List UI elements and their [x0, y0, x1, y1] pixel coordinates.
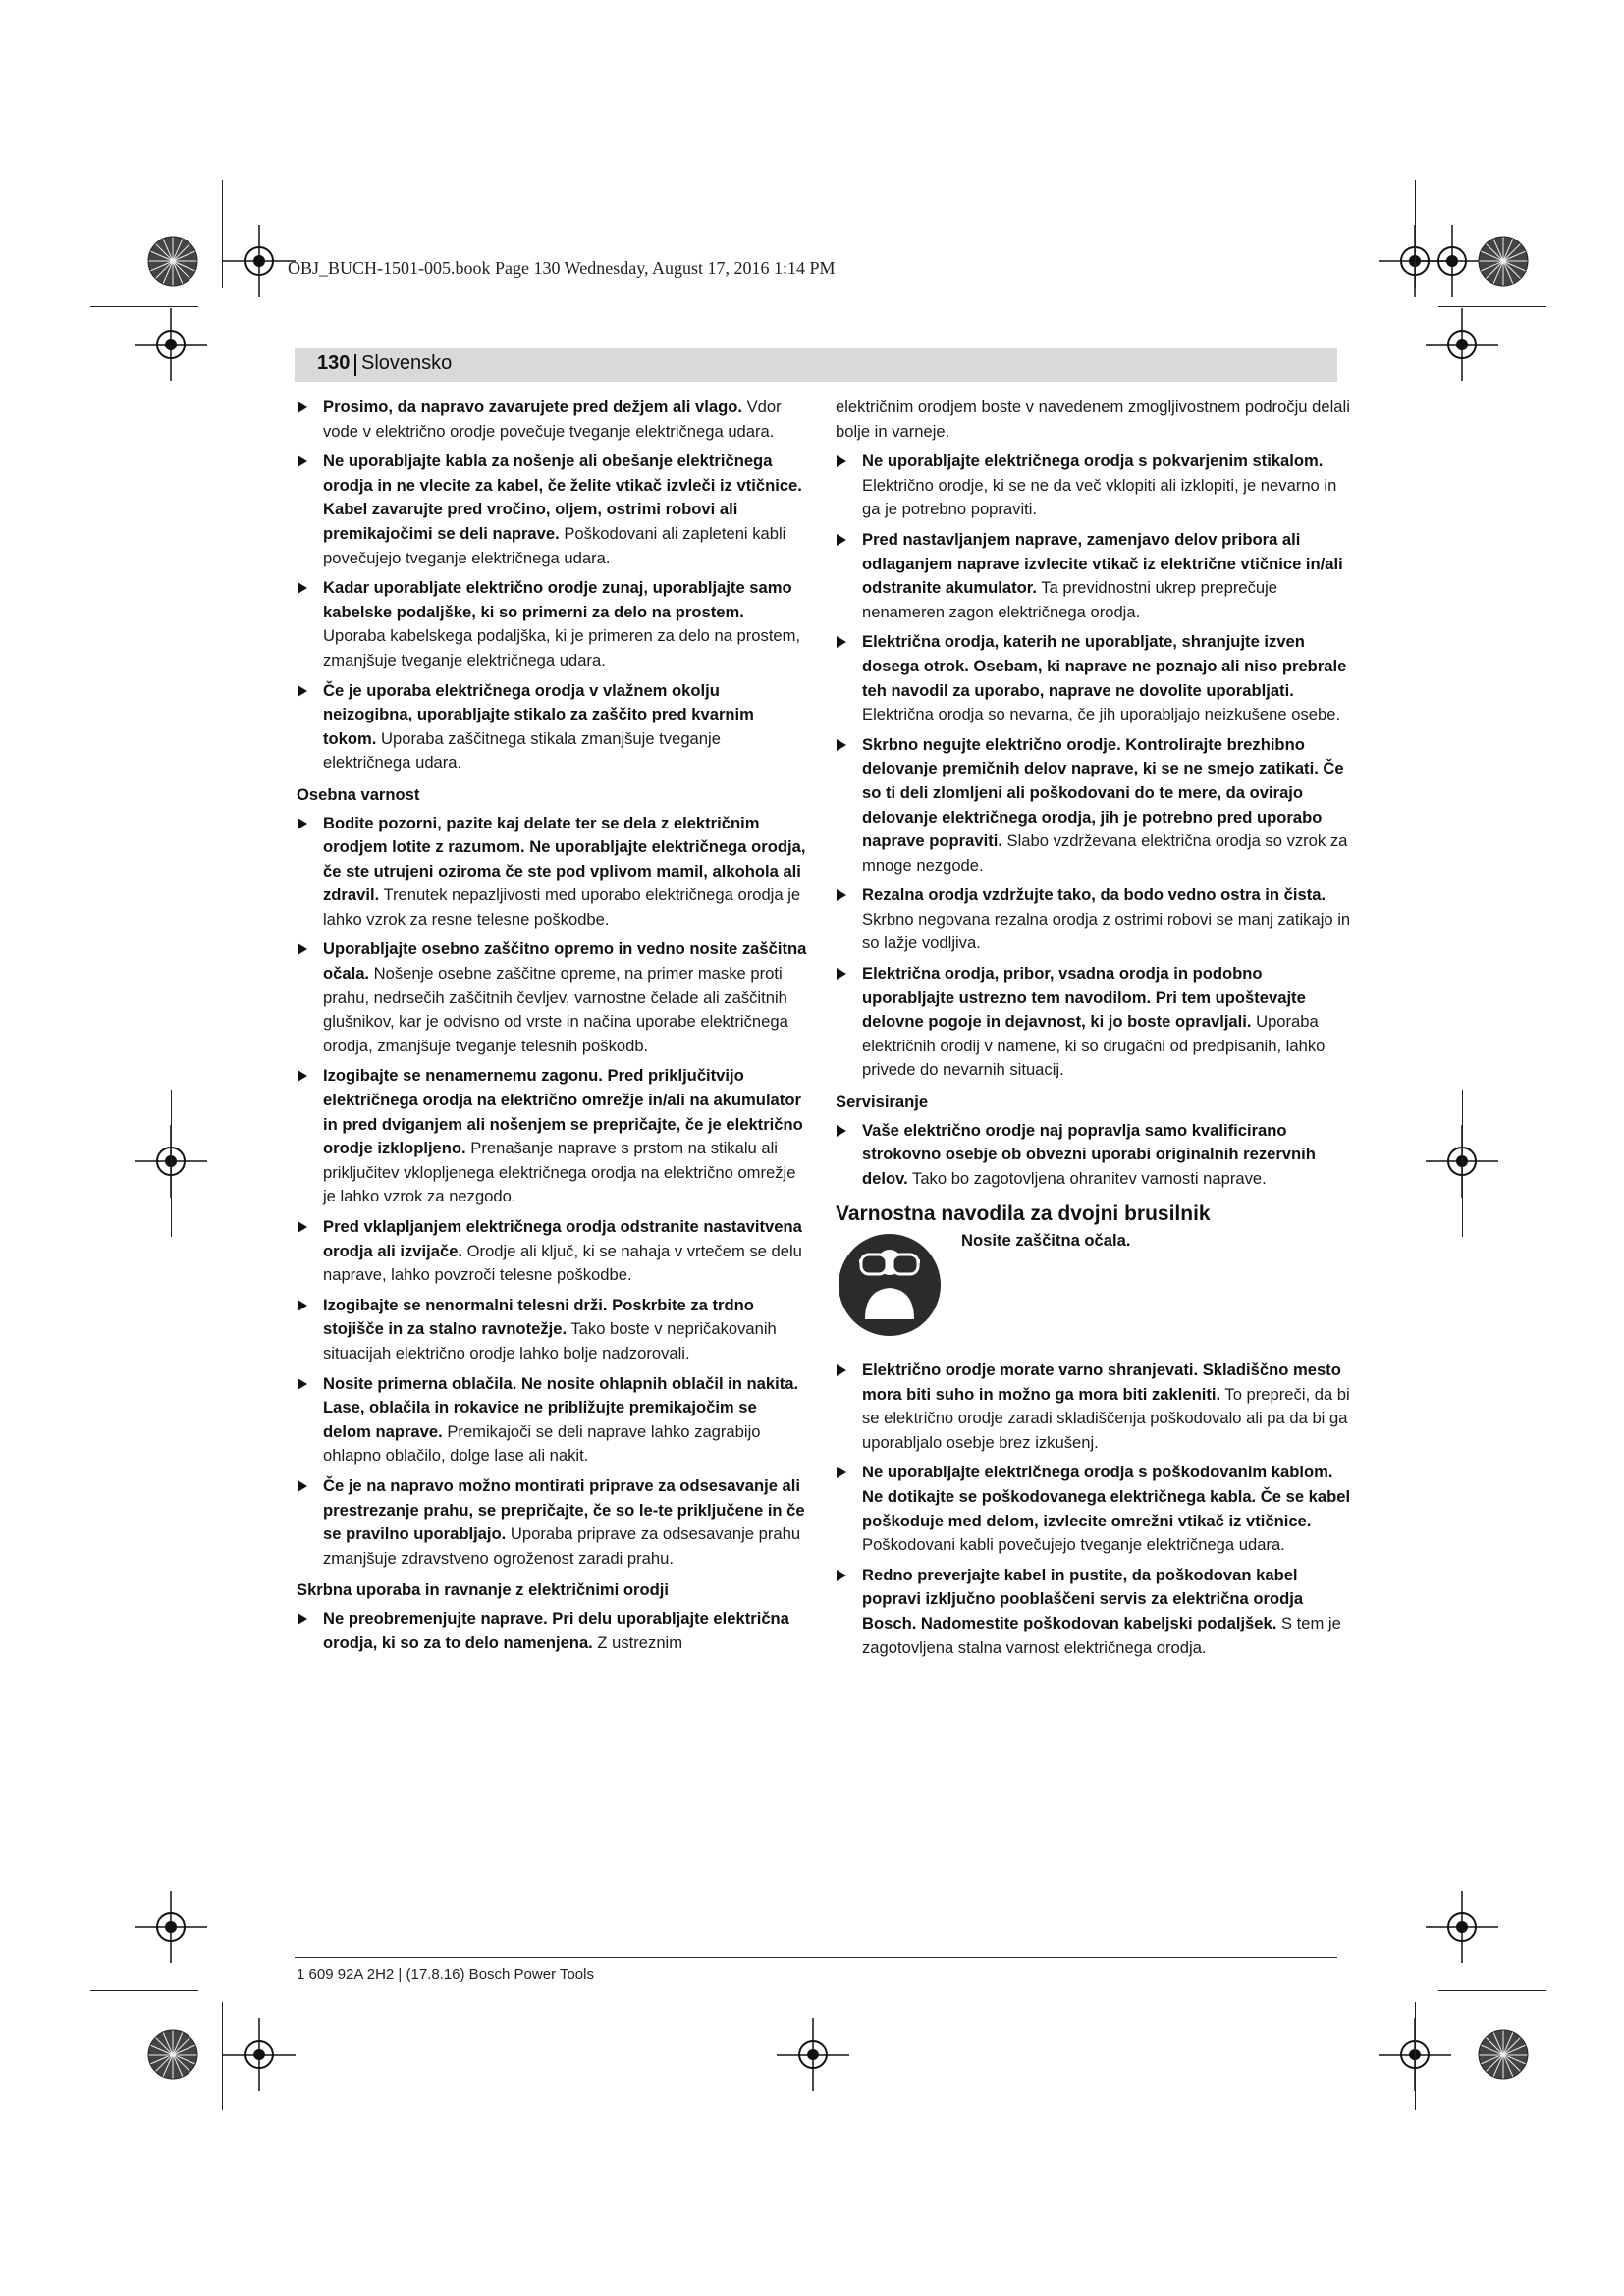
list-item	[297, 1372, 807, 1468]
bullet-triangle-icon	[298, 401, 307, 413]
list-item	[297, 679, 807, 775]
footer-rule	[295, 1957, 1337, 1958]
item-text: Uporaba kabelskega podaljška, ki je primeren za delo na prostem, zmanjšuje tveganje električnega udara.	[323, 626, 801, 669]
goggle-label: Nosite zaščitna očala.	[961, 1231, 1131, 1250]
bullet-triangle-icon	[298, 818, 307, 829]
list-item	[297, 1064, 807, 1209]
item-bold: Bodite pozorni, pazite kaj delate ter se dela z električnim orodjem lotite z razumom. Ne uporabljajte električnega orodja, če ste utrujeni oziroma če ste pod vplivom mamil, alkohola ali zdravil.	[323, 813, 806, 905]
bullet-triangle-icon	[298, 1070, 307, 1082]
list-item	[836, 1359, 1352, 1455]
safety-goggles-icon	[838, 1233, 942, 1337]
bullet-triangle-icon	[298, 1221, 307, 1233]
item-bold: Nosite primerna oblačila. Ne nosite ohlapnih oblačil in nakita. Lase, oblačila in rokavice ne približujte premikajočim se delom naprave.	[323, 1373, 799, 1441]
bullet-triangle-icon	[298, 1480, 307, 1492]
page-language: Slovensko	[361, 352, 453, 374]
item-bold: Vaše električno orodje naj popravlja samo kvalificirano strokovno osebje ob obvezni uporabi originalnih rezervnih delov.	[862, 1120, 1316, 1188]
bullet-triangle-icon	[837, 889, 846, 901]
item-bold: Ne uporabljajte kabla za nošenje ali obešanje električnega orodja in ne vlecite za kabel, če želite vtikač izvleči iz vtičnice. Kabel zavarujte pred vročino, oljem, ostrimi robovi ali premikajočimi se deli naprave.	[323, 452, 802, 543]
bullet-triangle-icon	[298, 943, 307, 955]
item-text: S tem je zagotovljena stalna varnost električnega orodja.	[862, 1613, 1341, 1657]
file-info: OBJ_BUCH-1501-005.book Page 130 Wednesday, August 17, 2016 1:14 PM	[288, 258, 836, 278]
item-bold: Ne preobremenjujte naprave. Pri delu uporabljajte električna orodja, ki so za to delo namenjena.	[323, 1608, 789, 1652]
list-item	[836, 962, 1352, 1083]
list-item	[836, 450, 1352, 522]
registration-mark-icon	[223, 2018, 296, 2091]
section-title: Varnostna navodila za dvojni brusilnik	[836, 1202, 1211, 1226]
item-bold: Ne uporabljajte električnega orodja s pokvarjenim stikalom.	[862, 452, 1324, 471]
item-bold: Izogibajte se nenormalni telesni drži. Poskrbite za trdno stojišče in za stalno ravnotežje.	[323, 1295, 754, 1339]
item-text: Električna orodja so nevarna, če jih uporabljajo neizkušene osebe.	[862, 705, 1341, 724]
bullet-triangle-icon	[298, 685, 307, 697]
item-text: Orodje ali ključ, ki se nahaja v vrtečem se delu naprave, lahko povzroči telesne poškodbe.	[323, 1241, 802, 1285]
item-text: Nošenje osebne zaščitne opreme, na primer maske proti prahu, nedrsečih zaščitnih čevljev, varnostne čelade ali zaščitnih glušnikov, kar je odvisno od vrste in načina uporabe električnega orodja, zmanjšuje tveganje telesnih poškodb.	[323, 964, 788, 1055]
list-item	[297, 1474, 807, 1571]
bullet-triangle-icon	[837, 968, 846, 980]
list-item	[297, 1215, 807, 1288]
color-bar-wheel-icon	[1467, 225, 1540, 297]
item-bold: Električna orodja, pribor, vsadna orodja in podobno uporabljajte ustrezno tem navodilom. Pri tem upoštevajte delovne pogoje in dejavnost, ki jo boste opravljali.	[862, 964, 1306, 1032]
item-text: Uporaba priprave za odsesavanje prahu zmanjšuje zdravstveno ogroženost zaradi prahu.	[323, 1524, 801, 1568]
item-text: Z ustreznim	[592, 1632, 683, 1652]
item-text: Poškodovani ali zapleteni kabli povečujejo tveganje električnega udara.	[323, 523, 786, 567]
list-item	[836, 1564, 1352, 1660]
list-item	[836, 733, 1352, 879]
bullet-triangle-icon	[298, 582, 307, 594]
list-item	[836, 1119, 1352, 1192]
item-text: Uporaba zaščitnega stikala zmanjšuje tveganje električnega udara.	[323, 728, 721, 773]
continuation-paragraph: električnim orodjem boste v navedenem zmogljivostnem področju delali bolje in varneje.	[836, 398, 1350, 441]
goggle-notice	[836, 1229, 1352, 1345]
registration-mark-icon	[135, 1891, 207, 1963]
bullet-triangle-icon	[837, 1467, 846, 1478]
item-text: Prenašanje naprave s prstom na stikalu ali priključitev vklopljenega električnega orodja na električno omrežje je lahko vzrok za nezgodo.	[323, 1139, 796, 1206]
list-item	[297, 812, 807, 933]
item-text: Tako bo zagotovljena ohranitev varnosti naprave.	[907, 1168, 1267, 1188]
item-text: Slabo vzdrževana električna orodja so vzrok za mnoge nezgode.	[862, 831, 1348, 875]
item-bold: Prosimo, da napravo zavarujete pred dežjem ali vlago.	[323, 398, 742, 416]
item-bold: Električno orodje morate varno shranjevati. Skladiščno mesto mora biti suho in možno ga mora biti zakleniti.	[862, 1361, 1341, 1404]
item-bold: Ne uporabljajte električnega orodja s poškodovanim kablom. Ne dotikajte se poškodovanega električnega kabla. Če se kabel poškoduje med delom, izvlecite omrežni vtikač iz vtičnice.	[862, 1463, 1351, 1530]
list-item	[836, 630, 1352, 726]
bullet-triangle-icon	[837, 1125, 846, 1137]
item-text: Ta previdnostni ukrep preprečuje nenameren zagon električnega orodja.	[862, 578, 1278, 621]
list-item	[297, 450, 807, 570]
item-bold: Če je na napravo možno montirati priprave za odsesavanje ali prestrezanje prahu, se prepričajte, če so le-te priključene in če se pravilno uporabljajo.	[323, 1475, 805, 1544]
subheading-servicing: Servisiranje	[836, 1093, 929, 1112]
registration-mark-icon	[1426, 308, 1498, 381]
item-bold: Pred vklapljanjem električnega orodja odstranite nastavitvena orodja ali izvijače.	[323, 1217, 802, 1260]
list-item	[297, 396, 807, 444]
list-item	[297, 937, 807, 1058]
registration-mark-icon	[1426, 1891, 1498, 1963]
item-text: Tako boste v nepričakovanih situacijah električno orodje lahko bolje nadzorovali.	[323, 1319, 777, 1362]
list-item	[297, 1294, 807, 1366]
registration-mark-icon	[135, 308, 207, 381]
bullet-triangle-icon	[837, 1364, 846, 1376]
subheading-careful-use: Skrbna uporaba in ravnanje z električnimi orodji	[297, 1580, 669, 1600]
item-bold: Redno preverjajte kabel in pustite, da poškodovan kabel popravi izključno pooblaščeni servis za električna orodja Bosch. Nadomestite poškodovan kabeljski podaljšek.	[862, 1565, 1304, 1632]
color-bar-wheel-icon	[136, 225, 209, 297]
item-bold: Kadar uporabljate električno orodje zunaj, uporabljajte samo kabelske podaljške, ki so primerni za delo na prostem.	[323, 578, 792, 621]
color-bar-wheel-icon	[136, 2018, 209, 2091]
color-bar-wheel-icon	[1467, 2018, 1540, 2091]
item-bold: Uporabljajte osebno zaščitno opremo in vedno nosite zaščitna očala.	[323, 939, 807, 984]
header-separator	[354, 354, 356, 376]
bullet-triangle-icon	[298, 455, 307, 467]
item-bold: Skrbno negujte električno orodje. Kontrolirajte brezhibno delovanje premičnih delov naprave, ki se ne smejo zatikati. Če so ti deli zlomljeni ali poškodovani do te mere, da ovirajo delovanje električnega orodja, jih je potrebno pred uporabo naprave popraviti.	[862, 734, 1344, 851]
item-text: Električno orodje, ki se ne da več vklopiti ali izklopiti, je nevarno in ga je potrebno popraviti.	[862, 475, 1337, 519]
bullet-triangle-icon	[837, 636, 846, 648]
list-item	[836, 528, 1352, 624]
item-bold: Pred nastavljanjem naprave, zamenjavo delov pribora ali odlaganjem naprave izvlecite vtikač iz električne vtičnice in/ali odstranite akumulator.	[862, 529, 1343, 598]
bullet-triangle-icon	[298, 1613, 307, 1625]
registration-mark-icon	[777, 2018, 849, 2091]
registration-mark-icon	[223, 225, 296, 297]
list-item	[836, 883, 1352, 956]
item-text: To prepreči, da bi se električno orodje zaradi skladiščenja poškodovalo ali pa da bi ga uporabljalo osebje brez izkušenj.	[862, 1384, 1350, 1452]
bullet-triangle-icon	[837, 1570, 846, 1581]
bullet-triangle-icon	[837, 739, 846, 751]
list-item	[297, 1607, 807, 1655]
list-item	[836, 1461, 1352, 1557]
page-number: 130	[317, 352, 351, 374]
bullet-triangle-icon	[298, 1378, 307, 1390]
item-text: Vdor vode v električno orodje povečuje tveganje električnega udara.	[323, 398, 782, 441]
item-bold: Električna orodja, katerih ne uporabljate, shranjujte izven dosega otrok. Osebam, ki naprave ne poznajo ali niso prebrale teh navodil za uporabo, naprave ne dovolite uporabljati.	[862, 632, 1347, 700]
item-text: Trenutek nepazljivosti med uporabo električnega orodja je lahko vzrok za resne telesne poškodbe.	[323, 885, 801, 929]
item-text: Poškodovani kabli povečujejo tveganje električnega udara.	[862, 1535, 1285, 1555]
item-text: Uporaba električnih orodij v namene, ki so drugačni od predpisanih, lahko privede do nevarnih situacij.	[862, 1012, 1326, 1080]
left-column	[297, 396, 807, 1661]
bullet-triangle-icon	[837, 455, 846, 467]
list-item	[297, 576, 807, 672]
item-bold: Izogibajte se nenamernemu zagonu. Pred priključitvijo električnega orodja na električno omrežje in/ali na akumulator in pred dviganjem ali nošenjem se prepričajte, če je električno orodje izklopljeno.	[323, 1066, 803, 1158]
right-column	[836, 396, 1352, 1666]
item-text: Skrbno negovana rezalna orodja z ostrimi robovi se manj zatikajo in so lažje vodljiva.	[862, 909, 1351, 953]
item-text: Premikajoči se deli naprave lahko zagrabijo ohlapno oblačilo, dolge lase ali nakit.	[323, 1421, 761, 1466]
item-bold: Rezalna orodja vzdržujte tako, da bodo vedno ostra in čista.	[862, 885, 1326, 905]
bullet-triangle-icon	[298, 1300, 307, 1311]
item-bold: Če je uporaba električnega orodja v vlažnem okolju neizogibna, uporabljajte stikalo za zaščito pred kvarnim tokom.	[323, 680, 754, 748]
bullet-triangle-icon	[837, 534, 846, 546]
footer-text: 1 609 92A 2H2 | (17.8.16) Bosch Power Tools	[297, 1966, 594, 1983]
subheading-personal-safety: Osebna varnost	[297, 784, 420, 804]
